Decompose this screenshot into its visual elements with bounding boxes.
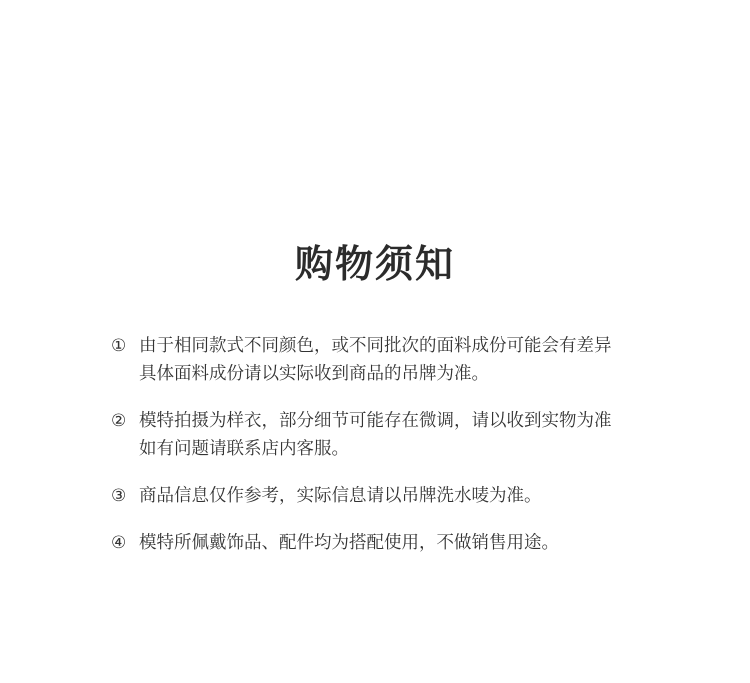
notice-text <box>139 332 671 388</box>
notice-line: 模特所佩戴饰品、配件均为搭配使用，不做销售用途。 <box>139 533 559 553</box>
notice-item-2 <box>111 407 671 463</box>
notice-line: 商品信息仅作参考，实际信息请以吊牌洗水唛为准。 <box>139 486 542 506</box>
notice-line: 如有问题请联系店内客服。 <box>139 439 349 459</box>
page-title: 购物须知 <box>294 242 455 287</box>
notice-text <box>139 482 671 510</box>
notice-line: 模特拍摄为样衣，部分细节可能存在微调，请以收到实物为准 <box>139 411 612 431</box>
notice-item-1 <box>111 332 671 388</box>
notice-line: 由于相同款式不同颜色，或不同批次的面料成份可能会有差异 <box>139 336 612 356</box>
notice-number: ① <box>111 336 127 356</box>
shopping-notice-list <box>111 332 671 576</box>
notice-text <box>139 407 671 463</box>
notice-number: ② <box>111 411 127 431</box>
notice-text <box>139 529 671 557</box>
notice-item-3 <box>111 482 671 510</box>
notice-number: ④ <box>111 533 127 553</box>
notice-item-4 <box>111 529 671 557</box>
notice-number: ③ <box>111 486 127 506</box>
notice-line: 具体面料成份请以实际收到商品的吊牌为准。 <box>139 364 489 384</box>
